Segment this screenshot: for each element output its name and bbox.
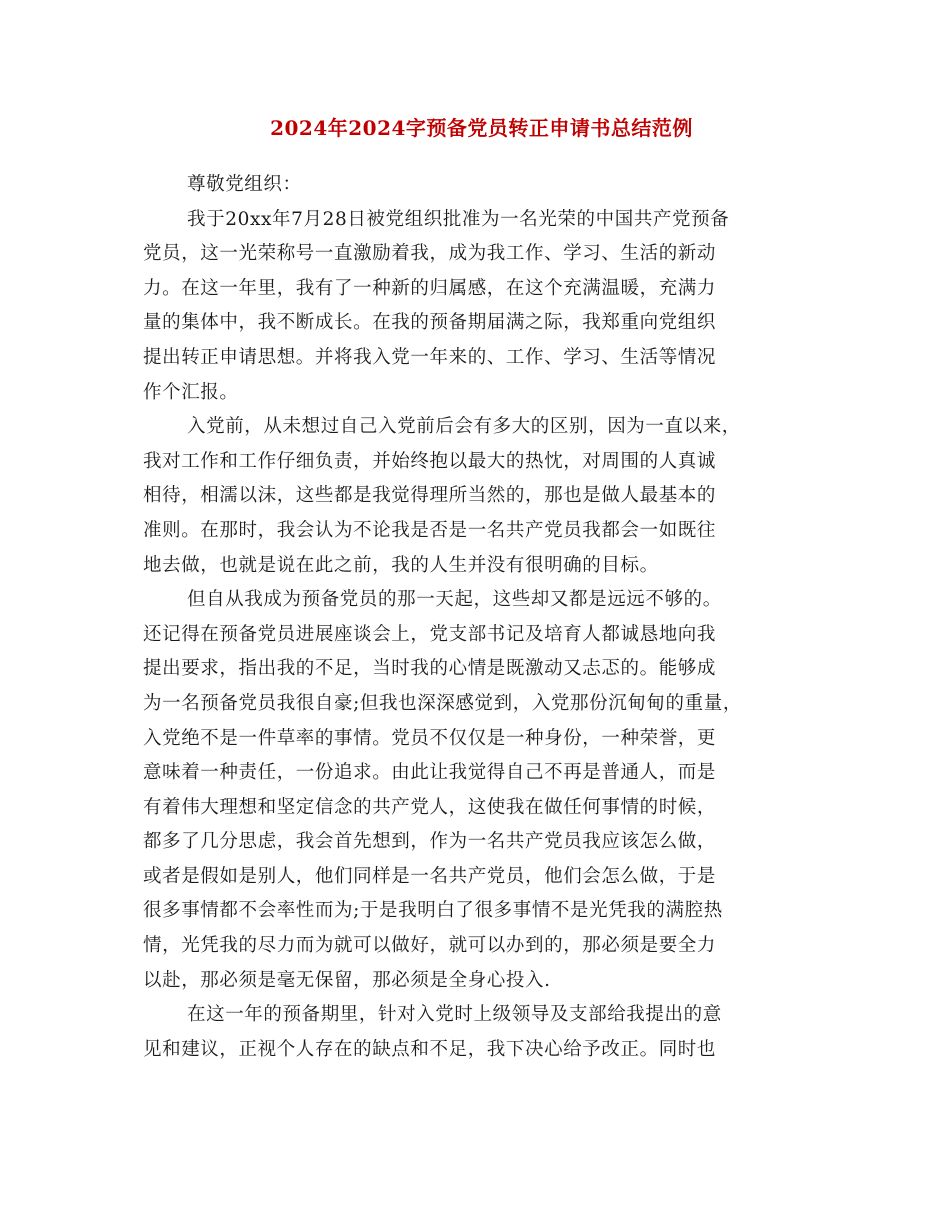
document-body [143,168,820,1067]
paragraph-line: 意味着一种责任，一份追求。由此让我觉得自己不再是普通人，而是 [143,762,717,784]
paragraph-line: 入党前，从未想过自己入党前后会有多大的区别，因为一直以来， [187,416,741,438]
paragraph-line: 力。在这一年里，我有了一种新的归属感，在这个充满温暖，充满力 [143,277,717,299]
paragraph-line: 以赴，那必须是毫无保留，那必须是全身心投入. [143,969,551,991]
paragraph-line: 提出转正申请思想。并将我入党一年来的、工作、学习、生活等情况 [143,346,717,368]
paragraph-line: 提出要求，指出我的不足，当时我的心情是既激动又忐忑的。能够成 [143,658,717,680]
salutation-line: 尊敬党组织： [187,174,302,195]
paragraph-line: 量的集体中，我不断成长。在我的预备期届满之际，我郑重向党组织 [143,312,717,334]
paragraph-line: 作个汇报。 [143,381,239,403]
paragraph-line: 我于20xx年7月28日被党组织批准为一名光荣的中国共产党预备 [187,208,730,230]
paragraph-line: 还记得在预备党员进展座谈会上，党支部书记及培育人都诚恳地向我 [143,623,717,645]
paragraph-line: 相待，相濡以沫，这些都是我觉得理所当然的，那也是做人最基本的 [143,485,717,507]
paragraph-line: 地去做，也就是说在此之前，我的人生并没有很明确的目标。 [143,554,659,576]
paragraph-line: 但自从我成为预备党员的那一天起，这些却又都是远远不够的。 [187,589,722,611]
paragraph-line: 见和建议，正视个人存在的缺点和不足，我下决心给予改正。同时也 [143,1038,717,1060]
paragraph-line: 入党绝不是一件草率的事情。党员不仅仅是一种身份，一种荣誉，更 [143,727,717,749]
paragraph-line: 为一名预备党员我很自豪;但我也深深感觉到，入党那份沉甸甸的重量， [143,692,742,714]
document-title: 2024年2024字预备党员转正申请书总结范例 [270,116,693,140]
paragraph-line: 党员，这一光荣称号一直激励着我，成为我工作、学习、生活的新动 [143,243,717,265]
paragraph-line: 准则。在那时，我会认为不论我是否是一名共产党员我都会一如既往 [143,519,717,541]
paragraph-line: 很多事情都不会率性而为;于是我明白了很多事情不是光凭我的满腔热 [143,900,723,922]
paragraph-line: 或者是假如是别人，他们同样是一名共产党员，他们会怎么做，于是 [143,865,717,887]
paragraph-line: 都多了几分思虑，我会首先想到，作为一名共产党员我应该怎么做， [143,831,717,853]
paragraph-line: 情，光凭我的尽力而为就可以做好，就可以办到的，那必须是要全力 [143,935,717,957]
paragraph-line: 有着伟大理想和坚定信念的共产党人，这使我在做任何事情的时候， [143,796,717,818]
paragraph-line: 在这一年的预备期里，针对入党时上级领导及支部给我提出的意 [187,1004,722,1026]
paragraph-line: 我对工作和工作仔细负责，并始终抱以最大的热忱，对周围的人真诚 [143,450,717,472]
